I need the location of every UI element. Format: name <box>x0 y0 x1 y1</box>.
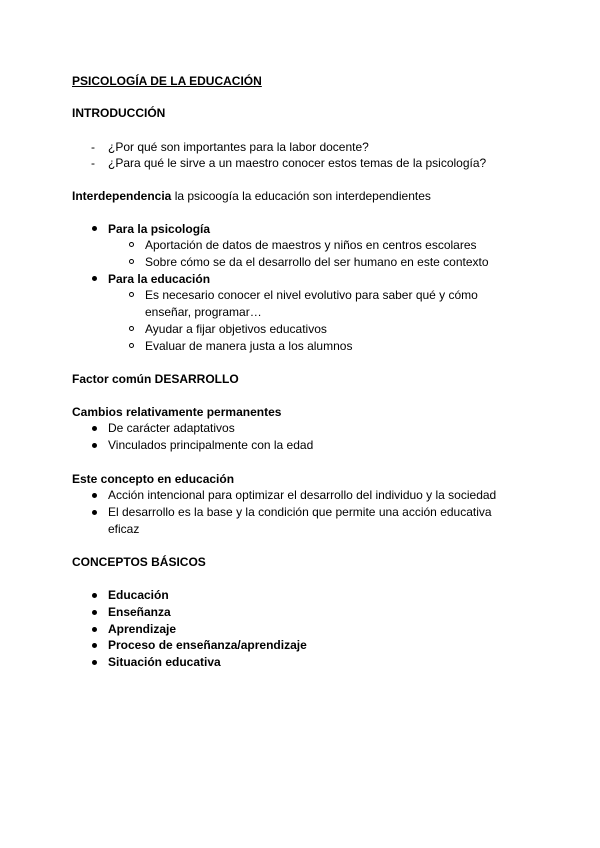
basics-item: Aprendizaje <box>108 622 177 636</box>
bullet-icon <box>92 226 97 231</box>
circle-bullet-icon <box>129 343 134 348</box>
circle-bullet-icon <box>129 242 134 247</box>
concept-item-line: eficaz <box>108 522 140 536</box>
dash-marker: - <box>91 156 95 170</box>
dash-marker: - <box>91 140 95 154</box>
psych-item: Aportación de datos de maestros y niños en centros escolares <box>145 238 477 252</box>
psych-item: Sobre cómo se da el desarrollo del ser humano en este contexto <box>145 255 489 269</box>
interdependence-paragraph <box>72 188 431 204</box>
bullet-icon <box>92 660 97 665</box>
basics-item: Educación <box>108 588 169 602</box>
bullet-icon <box>92 426 97 431</box>
edu-item-line: enseñar, programar… <box>145 305 262 319</box>
bullet-icon <box>92 276 97 281</box>
interdependence-term: Interdependencia <box>72 189 172 203</box>
basics-item: Proceso de enseñanza/aprendizaje <box>108 638 307 652</box>
concept-heading: Este concepto en educación <box>72 472 235 486</box>
basics-item: Enseñanza <box>108 605 171 619</box>
changes-item: De carácter adaptativos <box>108 421 235 435</box>
intro-heading: INTRODUCCIÓN <box>72 106 166 120</box>
bullet-icon <box>92 443 97 448</box>
basics-item: Situación educativa <box>108 655 221 669</box>
edu-item: Ayudar a fijar objetivos educativos <box>145 322 327 336</box>
factor-heading: Factor común DESARROLLO <box>72 372 239 386</box>
document-title: PSICOLOGÍA DE LA EDUCACIÓN <box>72 74 262 88</box>
bullet-icon <box>92 593 97 598</box>
circle-bullet-icon <box>129 259 134 264</box>
intro-question: ¿Para qué le sirve a un maestro conocer estos temas de la psicología? <box>108 156 487 170</box>
edu-label: Para la educación <box>108 272 211 286</box>
bullet-icon <box>92 627 97 632</box>
circle-bullet-icon <box>129 292 134 297</box>
concept-item-line: El desarrollo es la base y la condición que permite una acción educativa <box>108 505 492 519</box>
changes-item: Vinculados principalmente con la edad <box>108 438 314 452</box>
bullet-icon <box>92 510 97 515</box>
interdependence-text: la psicoogía la educación son interdependientes <box>171 189 431 203</box>
edu-item-line: Es necesario conocer el nivel evolutivo para saber qué y cómo <box>145 288 478 302</box>
bullet-icon <box>92 643 97 648</box>
psych-label: Para la psicología <box>108 222 211 236</box>
concept-item: Acción intencional para optimizar el desarrollo del individuo y la sociedad <box>108 488 497 502</box>
circle-bullet-icon <box>129 326 134 331</box>
edu-item: Evaluar de manera justa a los alumnos <box>145 339 353 353</box>
bullet-icon <box>92 610 97 615</box>
changes-heading: Cambios relativamente permanentes <box>72 405 282 419</box>
intro-question: ¿Por qué son importantes para la labor docente? <box>108 140 369 154</box>
basics-heading: CONCEPTOS BÁSICOS <box>72 555 206 569</box>
bullet-icon <box>92 493 97 498</box>
